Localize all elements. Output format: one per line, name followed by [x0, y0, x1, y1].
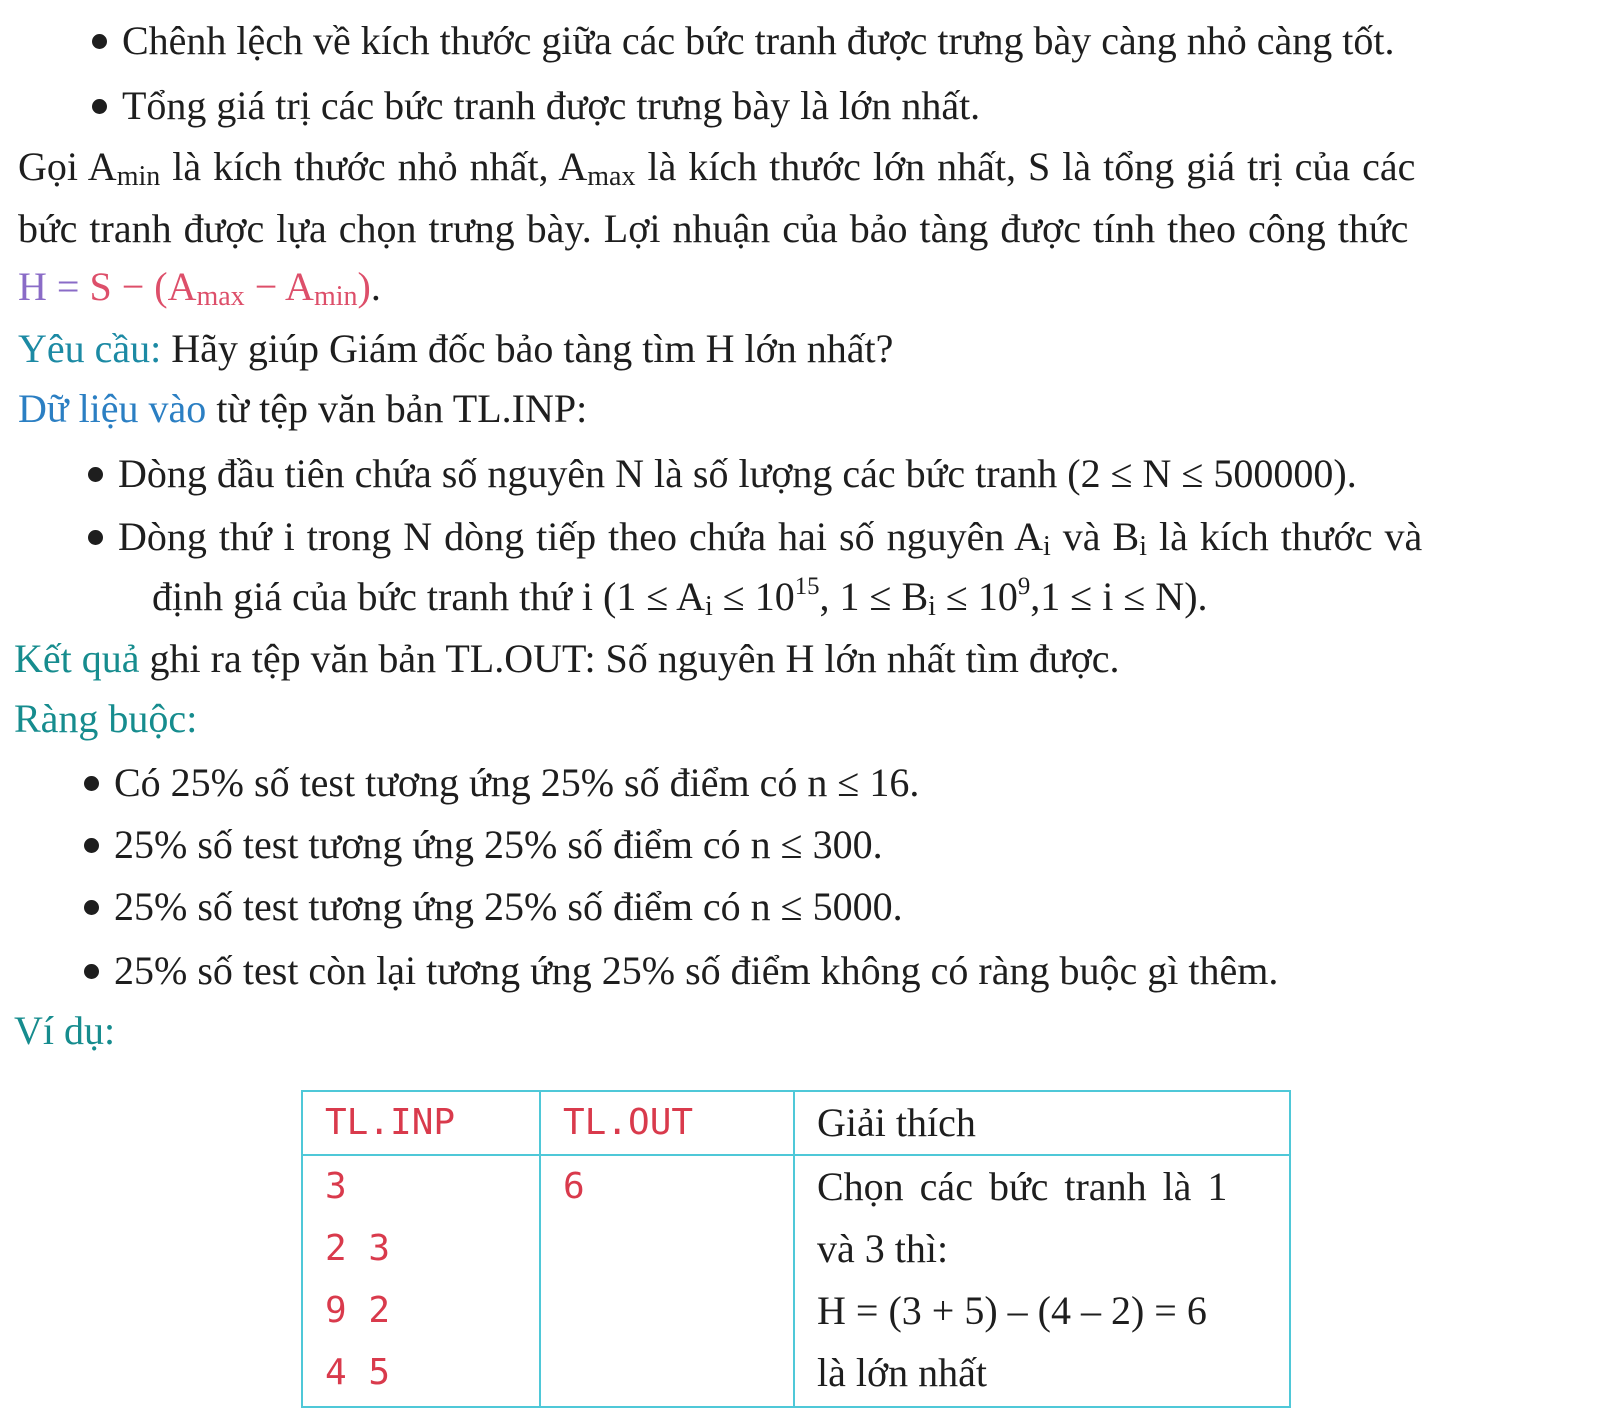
input-sample-line: 4 5	[325, 1352, 391, 1393]
example-label: Ví dụ:	[14, 1008, 116, 1053]
criteria-bullet-1: Chênh lệch về kích thước giữa các bức tranh được trưng bày càng nhỏ càng tốt.	[122, 10, 1395, 72]
input-sample-line: 3	[325, 1166, 347, 1207]
criteria-bullet-2: Tổng giá trị các bức tranh được trưng bày là lớn nhất.	[122, 75, 980, 137]
constraint-item-1: Có 25% số test tương ứng 25% số điểm có n ≤ 16.	[114, 752, 919, 814]
explanation-line: H = (3 + 5) – (4 – 2) = 6	[817, 1288, 1207, 1333]
header-explanation: Giải thích	[794, 1091, 1290, 1155]
input-sample-line: 2 3	[325, 1228, 391, 1269]
profit-formula: $H = S - (A_{max} - A_{min})$.	[18, 264, 381, 312]
explanation-line: Chọn các bức tranh là 1	[817, 1164, 1228, 1209]
definition-line-2: bức tranh được lựa chọn trưng bày. Lợi nhuận của bảo tàng được tính theo công thức	[18, 206, 1409, 251]
input-sample-cell	[302, 1155, 540, 1407]
requirement-line: Yêu cầu: Hãy giúp Giám đốc bảo tàng tìm H lớn nhất?	[18, 326, 894, 371]
input-sample-line: 9 2	[325, 1290, 391, 1331]
explanation-cell	[794, 1155, 1290, 1407]
output-sample-cell	[540, 1155, 794, 1407]
output-line: Kết quả ghi ra tệp văn bản TL.OUT: Số nguyên H lớn nhất tìm được.	[14, 636, 1120, 681]
output-label: Kết quả	[14, 636, 140, 681]
example-table	[301, 1090, 1291, 1408]
input-heading: Dữ liệu vào từ tệp văn bản TL.INP:	[18, 386, 588, 431]
explanation-line: là lớn nhất	[817, 1350, 987, 1395]
constraint-item-2: 25% số test tương ứng 25% số điểm có n ≤ 300.	[114, 814, 883, 876]
example-table-row	[302, 1155, 1290, 1407]
input-bullet-1: Dòng đầu tiên chứa số nguyên N là số lượng các bức tranh (2 ≤ N ≤ 500000).	[118, 443, 1357, 505]
input-label: Dữ liệu vào	[18, 386, 207, 431]
output-sample-line: 6	[563, 1166, 585, 1207]
input-bullet-2-continuation: định giá của bức tranh thứ i ($1 \le A_i \le 10^{15}$, $1 \le B_i \le 10^9,1 \le i \le N$).	[152, 573, 1208, 622]
header-tl-inp: TL.INP	[302, 1091, 540, 1155]
header-tl-out: TL.OUT	[540, 1091, 794, 1155]
explanation-line: và 3 thì:	[817, 1226, 949, 1271]
constraint-item-4: 25% số test còn lại tương ứng 25% số điểm không có ràng buộc gì thêm.	[114, 940, 1278, 1002]
requirement-label: Yêu cầu:	[18, 326, 162, 371]
input-bullet-2: Dòng thứ i trong N dòng tiếp theo chứa hai số nguyên $A_i$ và $B_i$ là kích thước và	[118, 506, 1422, 568]
constraints-label: Ràng buộc:	[14, 696, 198, 741]
definition-line-1: Gọi $A_{min}$ là kích thước nhỏ nhất, $A_{max}$ là kích thước lớn nhất, S là tổng giá trị của các	[18, 144, 1416, 192]
example-table-header-row	[302, 1091, 1290, 1155]
constraint-item-3: 25% số test tương ứng 25% số điểm có n ≤ 5000.	[114, 876, 903, 938]
